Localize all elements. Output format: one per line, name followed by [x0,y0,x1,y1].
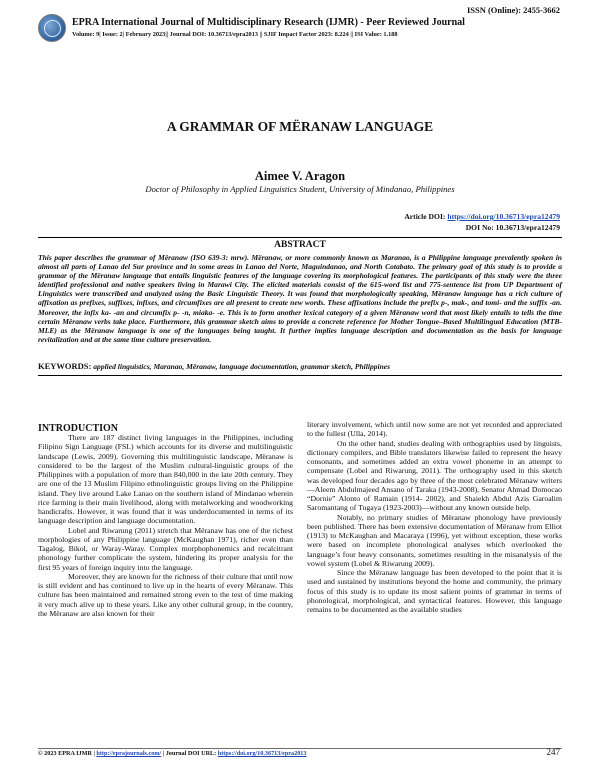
introduction-heading: INTRODUCTION [38,423,119,434]
footer-site-link[interactable]: http://eprajournals.com/ [96,750,162,757]
keywords [38,362,562,371]
footer [38,750,562,757]
abstract-heading: ABSTRACT [274,240,326,250]
abstract-bottom-rule [38,375,562,376]
issn: ISSN (Online): 2455-3662 [466,5,560,15]
author-name: Aimee V. Aragon [254,169,346,183]
footer-doi-label: Journal DOI URL: [165,750,218,757]
paragraph-continuation: literary involvement, which until now some are not yet recorded and appreciated to the fullest (Ulla, 2014). [307,420,562,439]
doi-number: DOI No: 10.36713/epra12479 [465,223,560,232]
footer-separator: | [91,750,97,757]
footer-doi-link[interactable]: https://doi.org/10.36713/epra2013 [217,750,307,757]
left-column [38,433,293,618]
paragraph: Moreover, they are known for the richness of their culture that until now is still evident and has continued to live up in the hearts of every Mëranaw. This culture has been maintained and remained strong even to the test of time making it very much alive up to these years. Like any other cultural group, in the country, the Mëranaw are also known for their [38,571,293,618]
keywords-text: applied linguistics, Maranao, Mëranaw, language documentation, grammar sketch, Philippines [93,362,391,371]
paragraph: Since the Mëranaw language has been developed to the point that it is used and sustained by institutions beyond the home and community, the primary focus of this study is to update its most salient points of grammar in terms of phonological, morphological, and syntactical features. However, this language remains to be documented as the available studies [307,568,562,614]
article-doi [404,212,560,221]
footer-copyright: © 2023 EPRA IJMR [38,750,92,757]
keywords-label: KEYWORDS: [38,361,92,371]
abstract-text: This paper describes the grammar of Mëranaw (ISO 639-3: mrw). Mëranaw, or more commonly known as Maranao, is a Philippine language prevalently spoken in almost all parts of Lanao del Sur province and in some areas in Lanao del Norte, Maguindanao, and North Cotabato. The primary goal of this study is to provide a grammar of the Mëranaw language that entails linguistic features of the language covering its morphological features. The participants of this study were the three identified professional and native speakers living in Marawi City. The elicited materials consist of the 615-word list and 775-sentence list from UP Department of Linguistics were transcribed and analyzed using the Basic Linguistic Theory. It was found that morphologically speaking, Mëranaw language has a rich culture of affixation as prefixes, suffixes, infixes, and circumfixes are all present to create new words. These affixations include the prefix p-, mak-, and tomi- and the suffix -an. Moreover, the infix ka- -an and circumfix p- -n, miaka- -e. This is to form another lexical category of a given Mëranaw word that most likely entails to tells the time certain Mëranaw verbs take place. Furthermore, this grammar sketch aims to provide a concrete reference for Mother Tongue–Based Multilingual Education (MTB-MLE) as the Mëranaw language is one of the languages being taught. It further implies language description and documentation as the basis for language revitalization and at the same time culture preservation. [38,253,562,344]
article-doi-link[interactable]: https://doi.org/10.36713/epra12479 [447,212,560,221]
article-doi-label: Article DOI: [404,212,446,221]
journal-logo-icon [38,14,66,42]
paragraph: There are 187 distinct living languages in the Philippines, including Filipino Sign Language (FSL) which accounts for its diverse and multilinguistic landscape (Lewis, 2009). Governing this multilinguistic landscape, Mëranaw is considered to be the largest of the Muslim cultural-linguistic groups of the Philippines with a population of more than 840,000 in the late 20th century. They are one of the 13 Muslim Filipino ethnolinguistic groups living on the Philippine island. They live around Lake Lanao on the southern island of Mindanao wherein rice farming is their main livelihood, along with metalworking and woodworking handicrafts. However, it was found that it was underdocumented in terms of its language description and language documentation. [38,433,293,526]
page-number: 247 [546,747,560,757]
journal-name: EPRA International Journal of Multidisciplinary Research (IJMR) - Peer Reviewed Journal [72,17,465,28]
paragraph: Notably, no primary studies of Mëranaw phonology have previously been published. There has been extensive documentation of Mëranaw from Elliot (1913) to McKaughan and Macaraya (1996), yet without exception, these works were based on incomplete phonological analyses which overlooked the language’s four heavy consonants, sometimes resulting in the misanalysis of the vowel system (Lobel & Riwarung 2009). [307,512,562,568]
footer-separator: | [161,750,166,757]
footer-rule [38,748,562,749]
author-affiliation: Doctor of Philosophy in Applied Linguistics Student, University of Mindanao, Philippines [145,184,455,194]
paragraph: Lobel and Riwarung (2011) stretch that Mëranaw has one of the richest morphologies of any Philippine language (McKaughan 1971), richer even than Tagalog, Bikol, or Waray-Waray. Complex morphophonemics and recalcitrant phonology further complicate the system, hindering its proper analysis for the first 95 years of foreign inquiry into the language. [38,525,293,572]
volume-line: Volume: 9| Issue: 2| February 2023|| Journal DOI: 10.36713/epra2013 || SJIF Impact Factor 2023: 8.224 || ISI Value: 1.188 [72,31,398,38]
abstract-top-rule [38,237,562,238]
paper-title: A GRAMMAR OF MËRANAW LANGUAGE [166,119,434,134]
right-column [307,420,562,614]
paragraph: On the other hand, studies dealing with orthographies used by linguists, dictionary compilers, and Bible translators likewise failed to represent the heavy consonants, and sometimes added an extra vowel phoneme in an attempt to compensate (Lobel and Riwarung, 2011). The orthography used in this sketch was developed four decades ago by three of the most celebrated Mëranaw writers—Aleem Abdulmajeed Ansano of Taraka (1943-2008), Senator Ahmad Domocao “Dornie” Alonto of Ramain (1914- 2002), and Shaiekh Abdul Azis Garoalim Saromantang of Tugaya (1923-2003)—without any known outside help. [307,438,562,513]
